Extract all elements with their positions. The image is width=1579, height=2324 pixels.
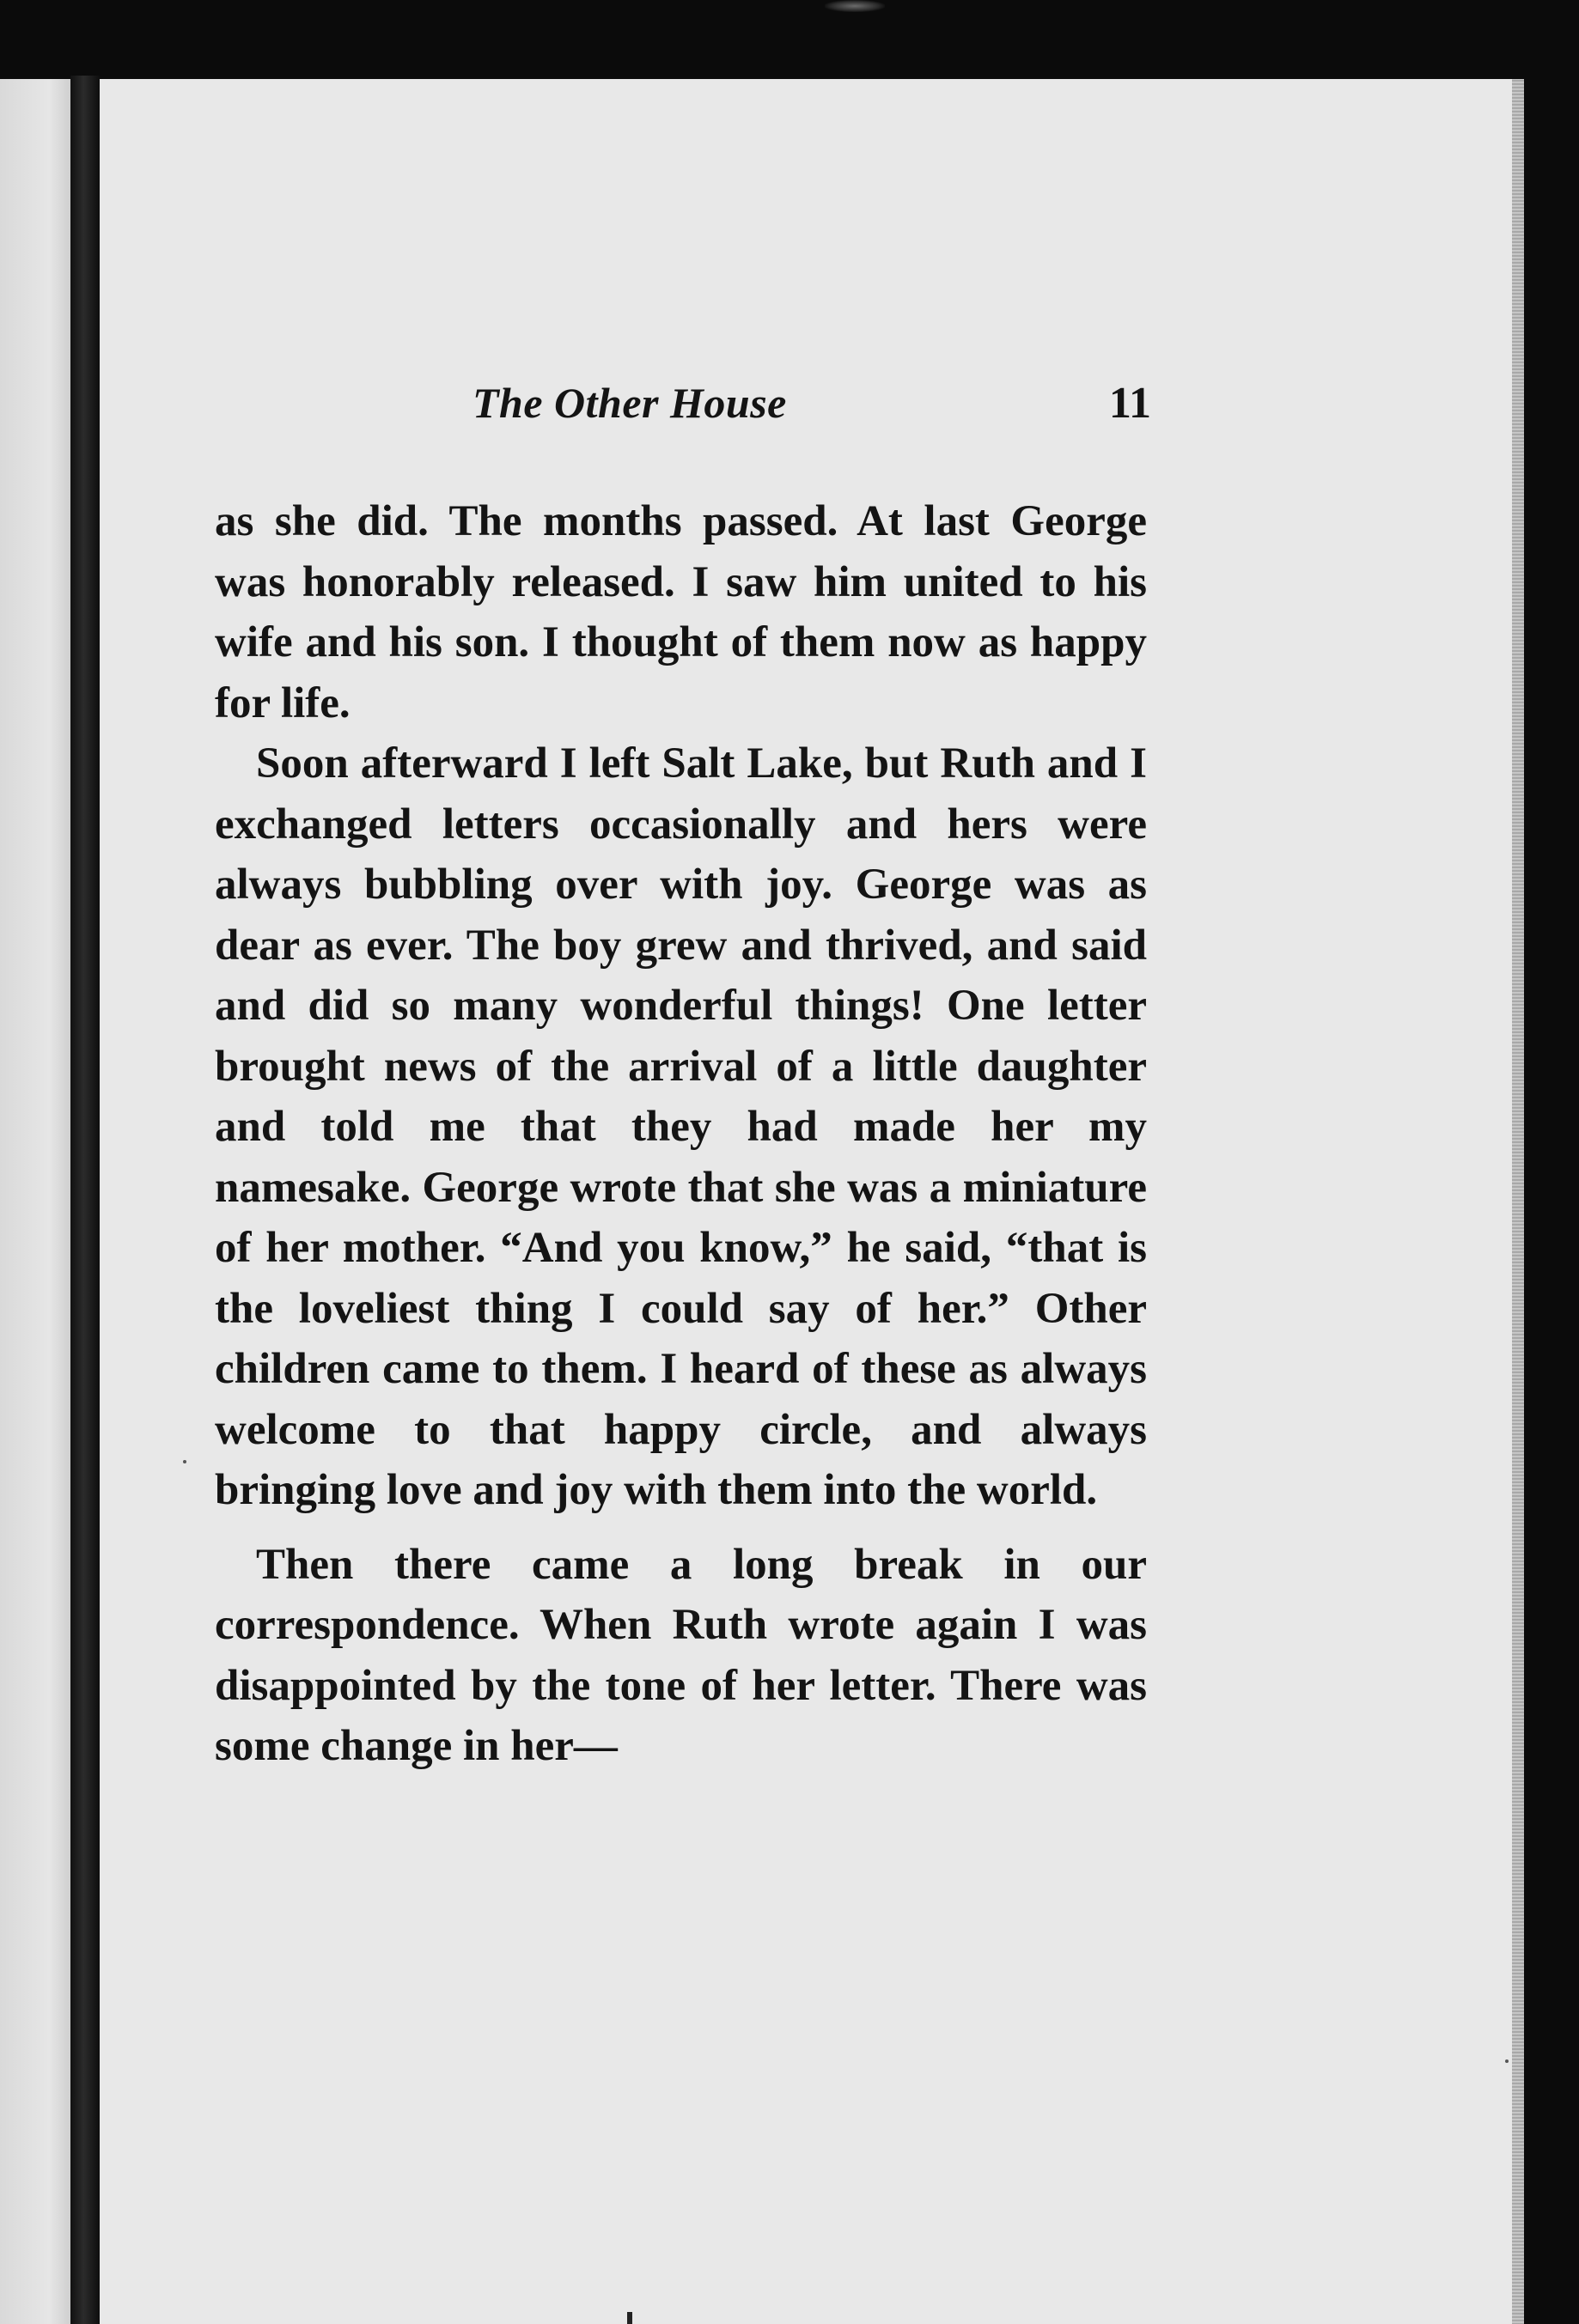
scan-background (1524, 0, 1579, 2324)
page-header (472, 378, 1151, 438)
scan-artifact (825, 0, 885, 12)
paragraph: as she did. The months passed. At last George was honorably released. I saw him united to his wife and his son. I thought of them now as happy for life. (215, 497, 1147, 727)
scan-speck (1505, 2059, 1509, 2063)
previous-page-edge (0, 79, 70, 2324)
paragraph: Then there came a long break in our correspondence. When Ruth wrote again I was disappointed by the tone of her letter. There was some change in her— (215, 1540, 1147, 1770)
page-number: 11 (1108, 379, 1151, 428)
body-text (215, 491, 1147, 1777)
scan-speck (183, 1460, 186, 1463)
page-edge (1512, 79, 1524, 2324)
book-binding (70, 76, 100, 2324)
scan-artifact (627, 2312, 632, 2324)
running-head: The Other House (472, 379, 787, 427)
paragraph: Soon afterward I left Salt Lake, but Ruth and I exchanged letters occasionally and hers were always bubbling over with joy. George was as dear as ever. The boy grew and thrived, and said and did so many wonderful things! One letter brought news of the arrival of a little daughter and told me that they had made her my namesake. George wrote that she was a miniature of her mother. “And you know,” he said, “that is the loveliest thing I could say of her.” Other children came to them. I heard of these as always welcome to that happy circle, and always bringing love and joy with them into the world. (215, 739, 1147, 1514)
